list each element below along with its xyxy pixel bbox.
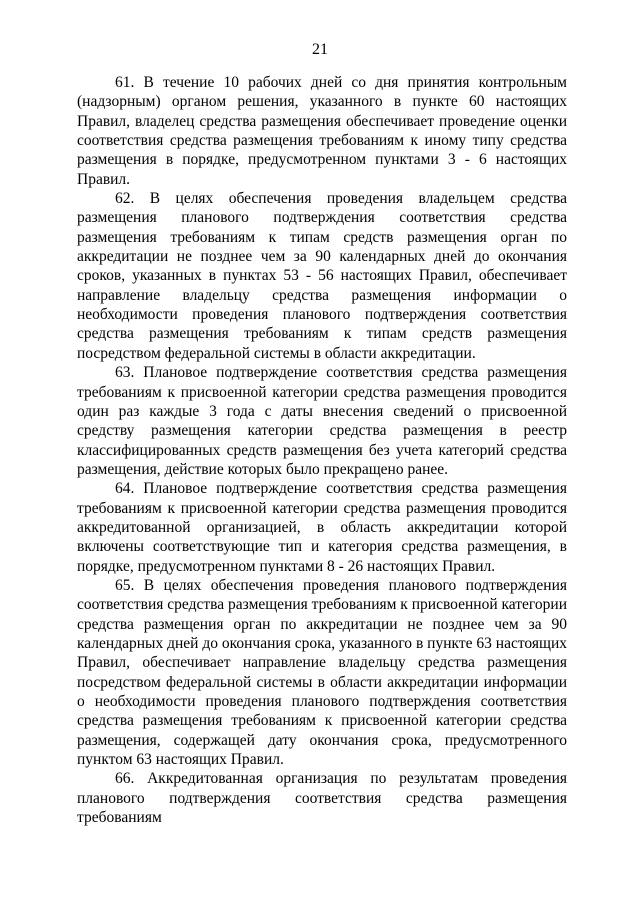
document-body bbox=[77, 73, 567, 827]
page-number: 21 bbox=[312, 41, 328, 58]
paragraph-62: 62. В целях обеспечения проведения владельцем средства размещения планового подтверждения соответствия средства размещения требованиям к типам средств размещения орган по аккредитации не позднее чем за 90 календарных дней до окончания сроков, указанных в пунктах 53 - 56 настоящих Правил, обеспечивает направление владельцу средства размещения информации о необходимости проведения планового подтверждения соответствия средства размещения требованиям к типам средств размещения посредством федеральной системы в области аккредитации. bbox=[77, 190, 567, 362]
paragraph-61: 61. В течение 10 рабочих дней со дня принятия контрольным (надзорным) органом решения, указанного в пункте 60 настоящих Правил, владелец средства размещения обеспечивает проведение оценки соответствия средства размещения требованиям к иному типу средства размещения в порядке, предусмотренном пунктами 3 - 6 настоящих Правил. bbox=[77, 74, 567, 188]
paragraph-63: 63. Плановое подтверждение соответствия средства размещения требованиям к присвоенной категории средства размещения проводится один раз каждые 3 года с даты внесения сведений о присвоенной средству размещения категории средства размещения в реестр классифицированных средств размещения без учета категорий средства размещения, действие которых было прекращено ранее. bbox=[77, 364, 567, 478]
paragraph-64: 64. Плановое подтверждение соответствия средства размещения требованиям к присвоенной категории средства размещения проводится аккредитованной организацией, в область аккредитации которой включены соответствующие тип и категория средства размещения, в порядке, предусмотренном пунктами 8 - 26 настоящих Правил. bbox=[77, 480, 567, 575]
paragraph-65: 65. В целях обеспечения проведения планового подтверждения соответствия средства размещения требованиям к присвоенной категории средства размещения орган по аккредитации не позднее чем за 90 календарных дней до окончания срока, указанного в пункте 63 настоящих Правил, обеспечивает направление владельцу средства размещения посредством федеральной системы в области аккредитации информации о необходимости проведения планового подтверждения соответствия средства размещения требованиям к присвоенной категории средства размещения, содержащей дату окончания срока, предусмотренного пунктом 63 настоящих Правил. bbox=[77, 576, 567, 769]
paragraph-66: 66. Аккредитованная организация по результатам проведения планового подтверждения соответствия средства размещения требованиям bbox=[77, 770, 567, 827]
